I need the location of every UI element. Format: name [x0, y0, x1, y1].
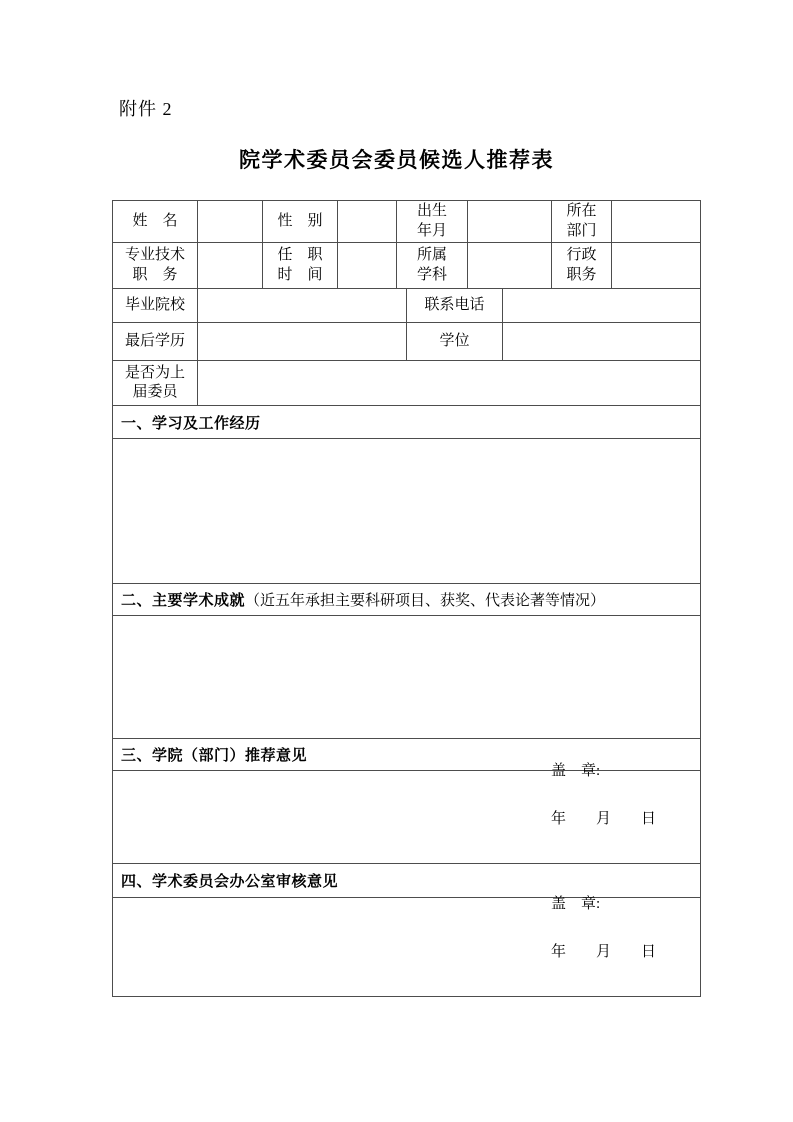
section-4-content-area[interactable]: [113, 898, 700, 996]
date-line: 年 月 日: [550, 811, 656, 827]
phone-value-cell[interactable]: [503, 289, 700, 323]
date-line: 年 月 日: [550, 944, 656, 960]
admin-post-value-cell[interactable]: [612, 243, 700, 289]
previous-member-label: 是否为上 届委员: [113, 361, 198, 406]
gender-label: 性 别: [263, 201, 338, 243]
graduated-school-label: 毕业院校: [113, 289, 198, 323]
section-2-note: （近五年承担主要科研项目、获奖、代表论著等情况）: [245, 593, 606, 609]
table-row-basic-4: [113, 323, 700, 361]
admin-post-label: 行政 职务: [552, 243, 612, 289]
last-education-value-cell[interactable]: [198, 323, 407, 361]
section-3-content-area[interactable]: [113, 763, 700, 864]
professional-title-value-cell[interactable]: [198, 243, 263, 289]
professional-title-label: 专业技术 职 务: [113, 243, 198, 289]
birth-date-label: 出生 年月: [397, 201, 468, 243]
birth-date-value-cell[interactable]: [468, 201, 552, 243]
name-label: 姓 名: [113, 201, 198, 243]
name-value-cell[interactable]: [198, 201, 263, 243]
last-education-label: 最后学历: [113, 323, 198, 361]
seal-line: 盖 章:: [550, 763, 601, 779]
section-1-heading-text: 一、学习及工作经历: [121, 414, 261, 432]
table-row-basic-3: [113, 289, 700, 323]
phone-label: 联系电话: [407, 289, 503, 323]
page-title: 院学术委员会委员候选人推荐表: [239, 149, 554, 172]
seal-line: 盖 章:: [550, 896, 601, 912]
section-2-heading: [113, 584, 700, 616]
section-1-content-area[interactable]: [113, 439, 700, 584]
section-2-heading-text: 二、主要学术成就: [121, 592, 246, 609]
section-2-content-area[interactable]: [113, 616, 700, 739]
table-row-basic-2: [113, 243, 700, 289]
tenure-time-value-cell[interactable]: [338, 243, 397, 289]
attachment-label: 附件 2: [119, 99, 173, 119]
section-4-stamp-block: [551, 868, 656, 988]
degree-value-cell[interactable]: [503, 323, 700, 361]
table-row-basic-5: [113, 361, 700, 406]
previous-member-value-cell[interactable]: [198, 361, 700, 406]
section-1-heading: [113, 406, 700, 439]
department-value-cell[interactable]: [612, 201, 700, 243]
section-4-heading-text: 四、学术委员会办公室审核意见: [121, 873, 339, 890]
discipline-label: 所属 学科: [397, 243, 468, 289]
discipline-value-cell[interactable]: [468, 243, 552, 289]
section-3-stamp-block: [551, 735, 656, 855]
tenure-time-label: 任 职 时 间: [263, 243, 338, 289]
gender-value-cell[interactable]: [338, 201, 397, 243]
department-label: 所在 部门: [552, 201, 612, 243]
section-3-heading-text: 三、学院（部门）推荐意见: [121, 747, 308, 764]
graduated-school-value-cell[interactable]: [198, 289, 407, 323]
recommendation-form-table: [112, 200, 701, 997]
degree-label: 学位: [407, 323, 503, 361]
table-row-basic-1: [113, 201, 700, 243]
